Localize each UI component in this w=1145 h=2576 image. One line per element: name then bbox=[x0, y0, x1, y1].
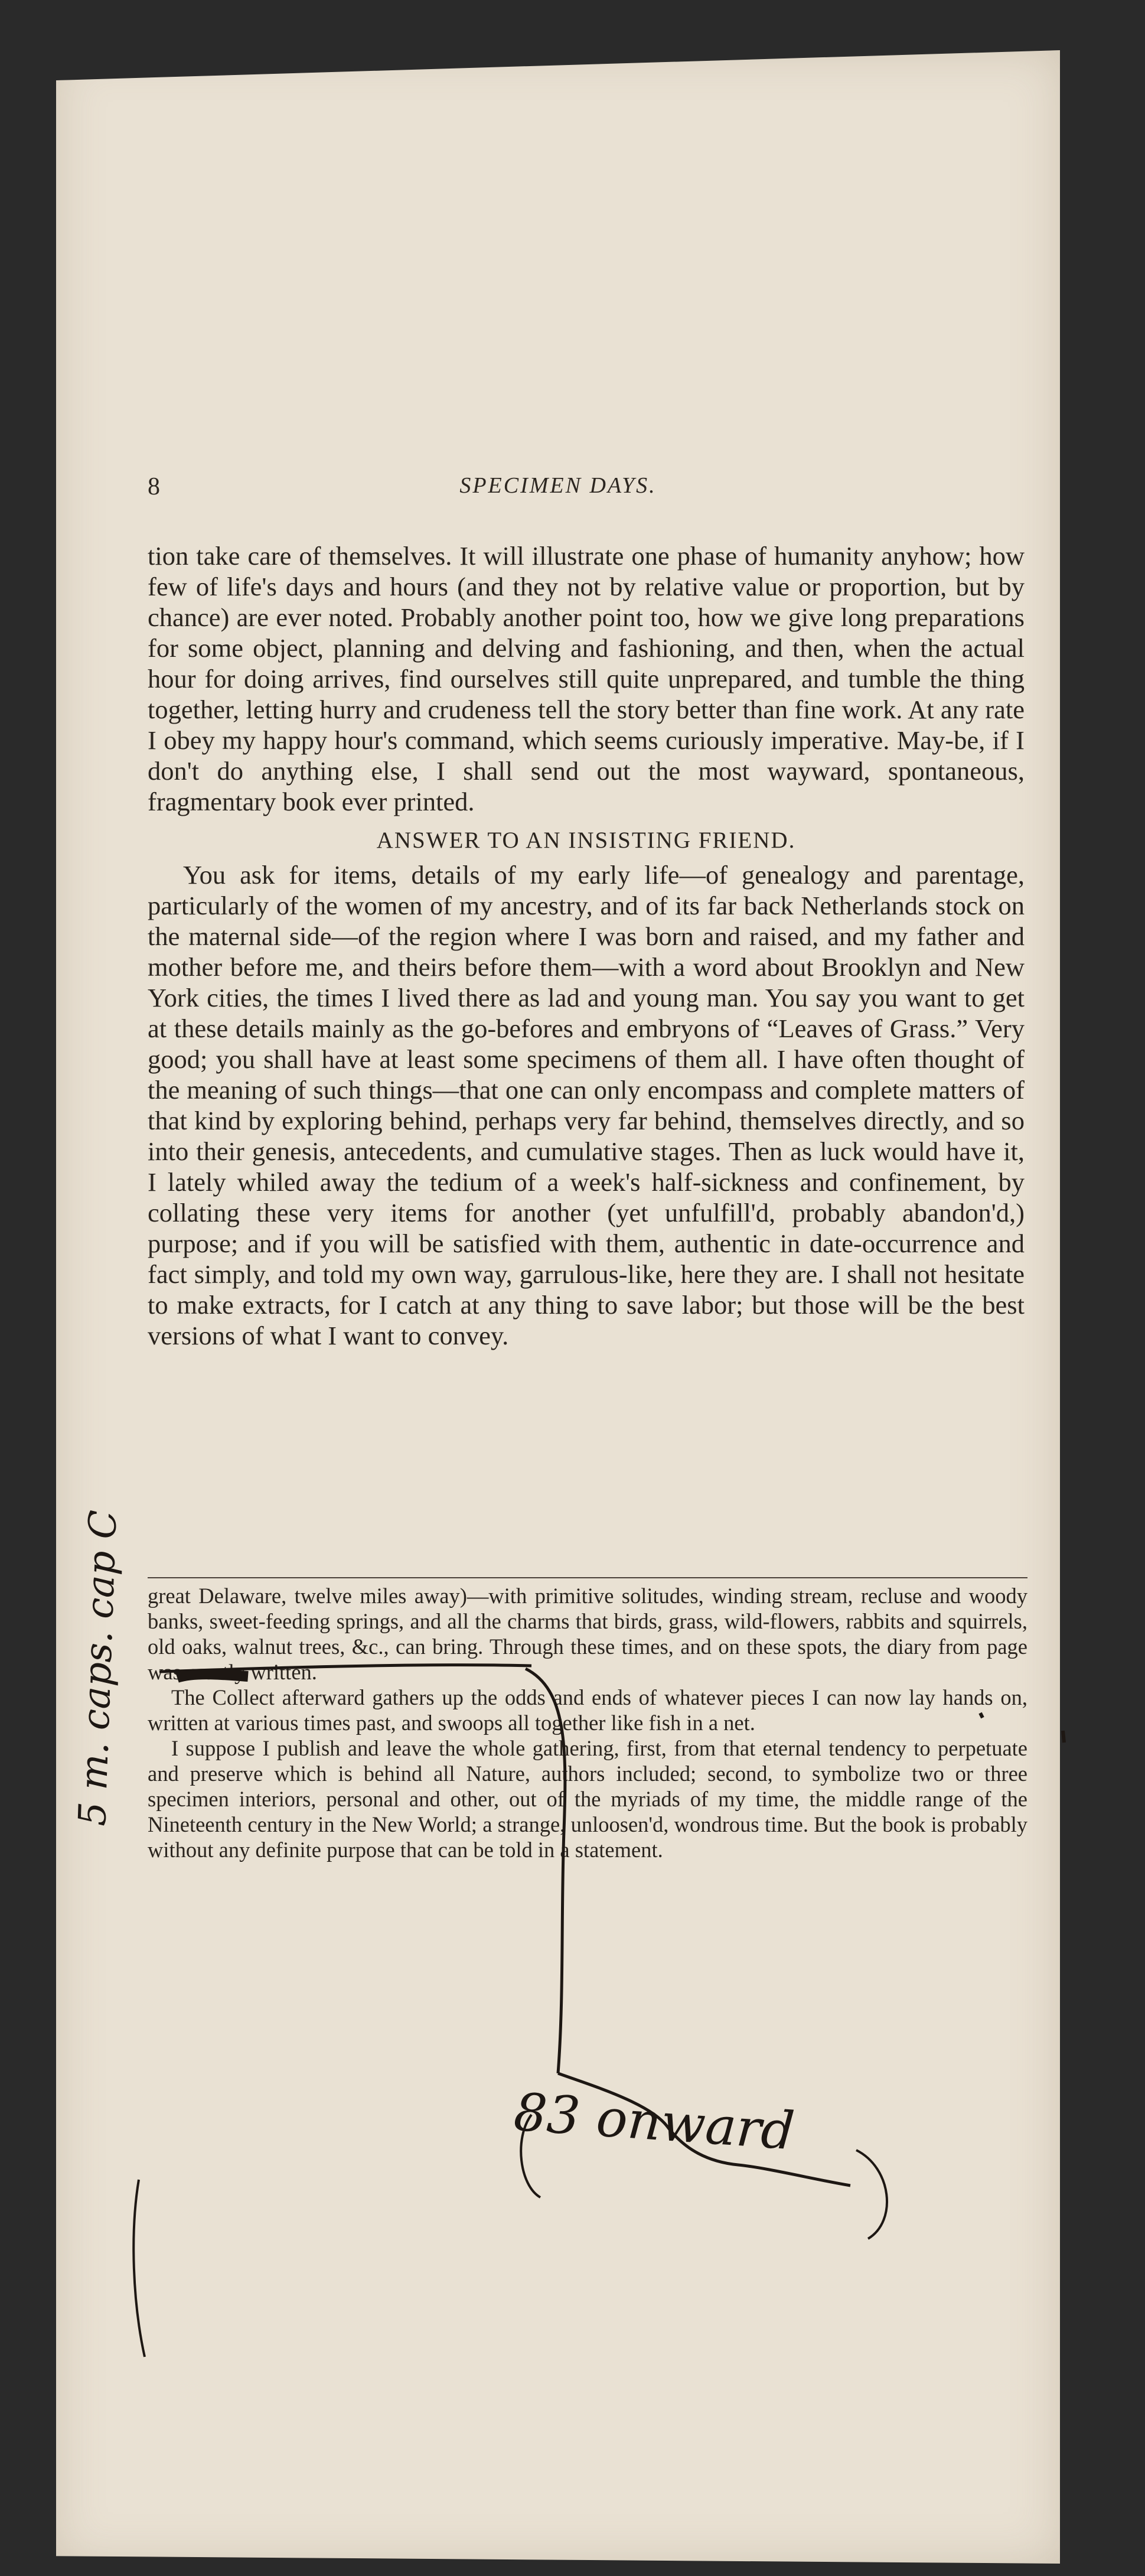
main-text bbox=[148, 540, 1025, 1351]
footnote-rule bbox=[148, 1577, 1027, 1578]
main-paragraph-2: You ask for items, details of my early life—of genealogy and parentage, particularly of the women of my ancestry, and of its far back Netherlands stock on the maternal side—of the region where I was born and raised, and my father and mother before me, and theirs before them—with a word about Brooklyn and New York cities, the times I lived there as lad and young man. You say you want to get at these details mainly as the go-befores and embryons of “Leaves of Grass.” Very good; you shall have at least some specimens of them all. I have often thought of the meaning of such things—that one can only encompass and complete matters of that kind by exploring behind, perhaps very far behind, themselves directly, and so into their genesis, antecedents, and cumulative stages. Then as luck would have it, I lately whiled away the tedium of a week's half-sickness and confinement, by collating these very items for another (yet unfulfill'd, probably abandon'd,) purpose; and if you will be satisfied with them, authentic in date-occurrence and fact simply, and told my own way, garrulous-like, here they are. I shall not hesitate to make extracts, for I catch at any thing to save labor; but those will be the best versions of what I want to convey. bbox=[148, 860, 1025, 1350]
section-heading: ANSWER TO AN INSISTING FRIEND. bbox=[376, 828, 796, 853]
footnote-paragraph-2: The Collect afterward gathers up the odds and ends of whatever pieces I can now lay hands on, written at various times past, and swoops all together like fish in a net. bbox=[148, 1685, 1027, 1735]
onward-note: 83 onward bbox=[511, 2081, 797, 2162]
page-number: 8 bbox=[148, 473, 160, 500]
footnote-paragraph-1: great Delaware, twelve miles away)—with primitive solitudes, winding stream, recluse and woody banks, sweet-feeding springs, and all the charms that birds, grass, wild-flowers, rabbits and squirrels, old oaks, walnut trees, &c., can bring. Through these times, and on these spots, the diary from page was mostly written. bbox=[148, 1584, 1027, 1684]
footnote-paragraph-3: I suppose I publish and leave the whole gathering, first, from that eternal tendency to perpetuate and preserve which is behind all Nature, authors included; second, to symbolize two or three specimen interiors, personal and other, out of the myriads of my time, the middle range of the Nineteenth century in the New World; a strange, unloosen'd, wondrous time. But the book is probably without any definite purpose that can be told in a statement. bbox=[148, 1736, 1027, 1862]
margin-instruction-note bbox=[71, 1672, 120, 1826]
page-header bbox=[92, 473, 1025, 508]
footnote-block bbox=[148, 1583, 1027, 1862]
running-head: SPECIMEN DAYS. bbox=[459, 473, 657, 498]
main-paragraph-1: tion take care of themselves. It will illustrate one phase of humanity anyhow; how few of life's days and hours (and they not by relative value or proportion, but by chance) are ever noted. Probably another point too, how we give long preparations for some object, planning and delving and fashioning, and then, when the actual hour for doing arrives, find ourselves still quite unprepared, and tumble the thing together, letting hurry and crudeness tell the story better than fine work. At any rate I obey my happy hour's command, which seems curiously imperative. May-be, if I don't do anything else, I shall send out the most wayward, spontaneous, fragmentary book ever printed. bbox=[148, 541, 1025, 816]
